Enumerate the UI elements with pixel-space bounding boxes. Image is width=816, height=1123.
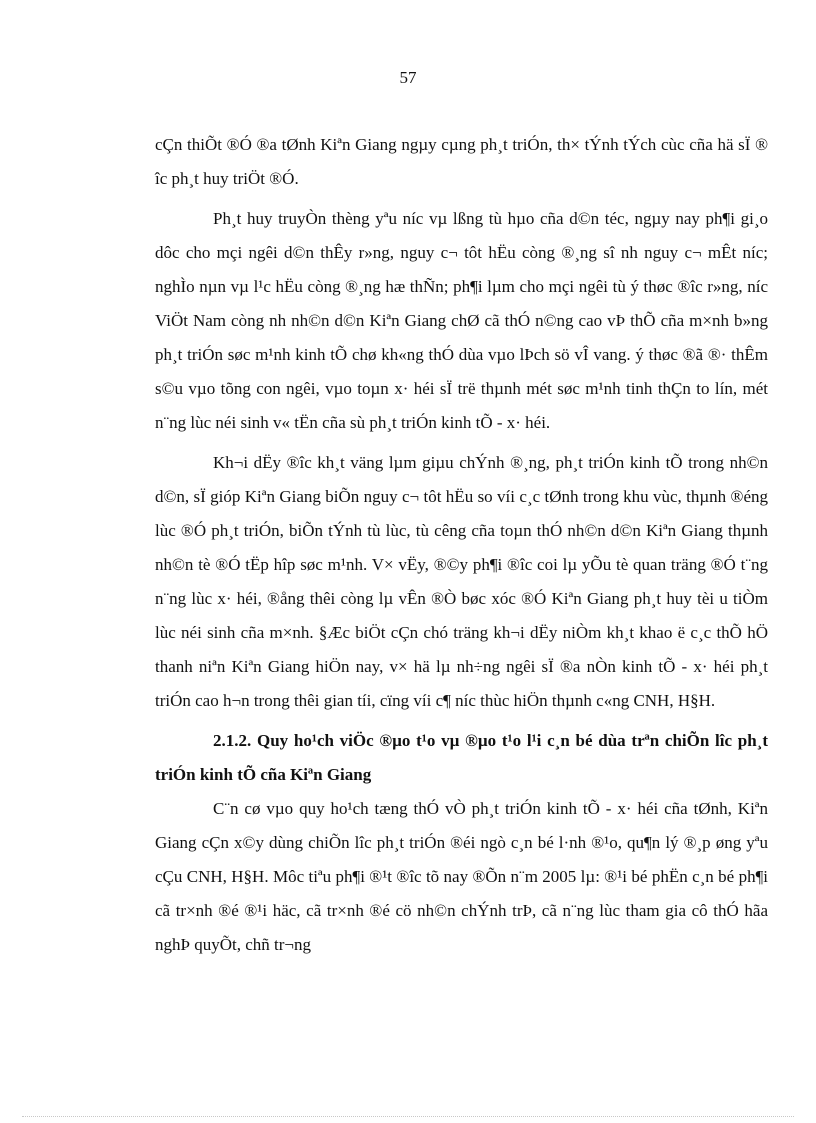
- paragraph-continued: cÇn thiÕt ®Ó ®a tØnh Kiªn Giang ngµy cµng ph¸t triÓn, th× tÝnh tÝch cùc cña hä sÏ ® îc ph¸t huy triÖt ®Ó.: [155, 135, 768, 188]
- page-bottom-divider: [22, 1116, 794, 1117]
- page-number: 57: [399, 68, 417, 87]
- document-body: [155, 128, 768, 968]
- section-heading: 2.1.2. Quy ho¹ch viÖc ®µo t¹o vµ ®µo t¹o l¹i c¸n bé dùa trªn chiÕn lîc ph¸t triÓn kinh tÕ cña Kiªn Giang: [155, 731, 768, 784]
- paragraph-aspiration: Kh¬i dËy ®îc kh¸t väng lµm giµu chÝnh ®¸ng, ph¸t triÓn kinh tÕ trong nh©n d©n, sÏ gióp Kiªn Giang biÕn nguy c¬ tôt hËu so víi c¸c tØnh trong khu vùc, thµnh ®éng lùc ®Ó ph¸t triÓn, biÕn tÝnh tù lùc, tù cêng cña toµn thÓ nh©n d©n Kiªn Giang thµnh nh©n tè ®Ó tËp hîp søc m¹nh. V× vËy, ®©y ph¶i ®îc coi lµ yÕu tè quan träng ®Ó t¨ng n¨ng lùc x· héi, ®ång thêi còng lµ vÊn ®Ò bøc xóc ®Ó Kiªn Giang ph¸t huy tèi u tiÒm lùc néi sinh cña m×nh. §Æc biÖt cÇn chó träng kh¬i dËy niÒm kh¸t khao ë c¸c thÕ hÖ thanh niªn Kiªn Giang hiÖn nay, v× hä lµ nh÷ng ngêi sÏ ®a nÒn kinh tÕ - x· héi ph¸t triÓn cao h¬n trong thêi gian tíi, cïng víi c¶ níc thùc hiÖn thµnh c«ng CNH, H§H.: [155, 453, 768, 710]
- section-paragraph: C¨n cø vµo quy ho¹ch tæng thÓ vÒ ph¸t triÓn kinh tÕ - x· héi cña tØnh, Kiªn Giang cÇn x©y dùng chiÕn lîc ph¸t triÓn ®éi ngò c¸n bé l·nh ®¹o, qu¶n lý ®¸p øng yªu cÇu CNH, H§H. Môc tiªu ph¶i ®¹t ®îc tõ nay ®Õn n¨m 2005 lµ: ®¹i bé phËn c¸n bé ph¶i cã tr×nh ®é ®¹i häc, cã tr×nh ®é cö nh©n chÝnh trÞ, cã n¨ng lùc tham gia cô thÓ hãa nghÞ quyÕt, chñ tr¬ng: [155, 799, 768, 954]
- paragraph-tradition: Ph¸t huy truyÒn thèng yªu níc vµ lßng tù hµo cña d©n téc, ngµy nay ph¶i gi¸o dôc cho mçi ngêi d©n thÊy r»ng, nguy c¬ tôt hËu còng ®¸ng sî nh nguy c¬ mÊt níc; nghÌo nµn vµ l¹c hËu còng ®¸ng hæ thÑn; ph¶i lµm cho mçi ngêi tù ý thøc ®îc r»ng, níc ViÖt Nam còng nh nh©n d©n Kiªn Giang chØ cã thÓ n©ng cao vÞ thÕ cña m×nh b»ng ph¸t triÓn søc m¹nh kinh tÕ chø kh«ng thÓ dùa vµo lÞch sö vÎ vang. ý thøc ®ã ®· thÊm s©u vµo tõng con ngêi, vµo toµn x· héi sÏ trë thµnh mét søc m¹nh tinh thÇn to lín, mét n¨ng lùc néi sinh v« tËn cña sù ph¸t triÓn kinh tÕ - x· héi.: [155, 209, 768, 432]
